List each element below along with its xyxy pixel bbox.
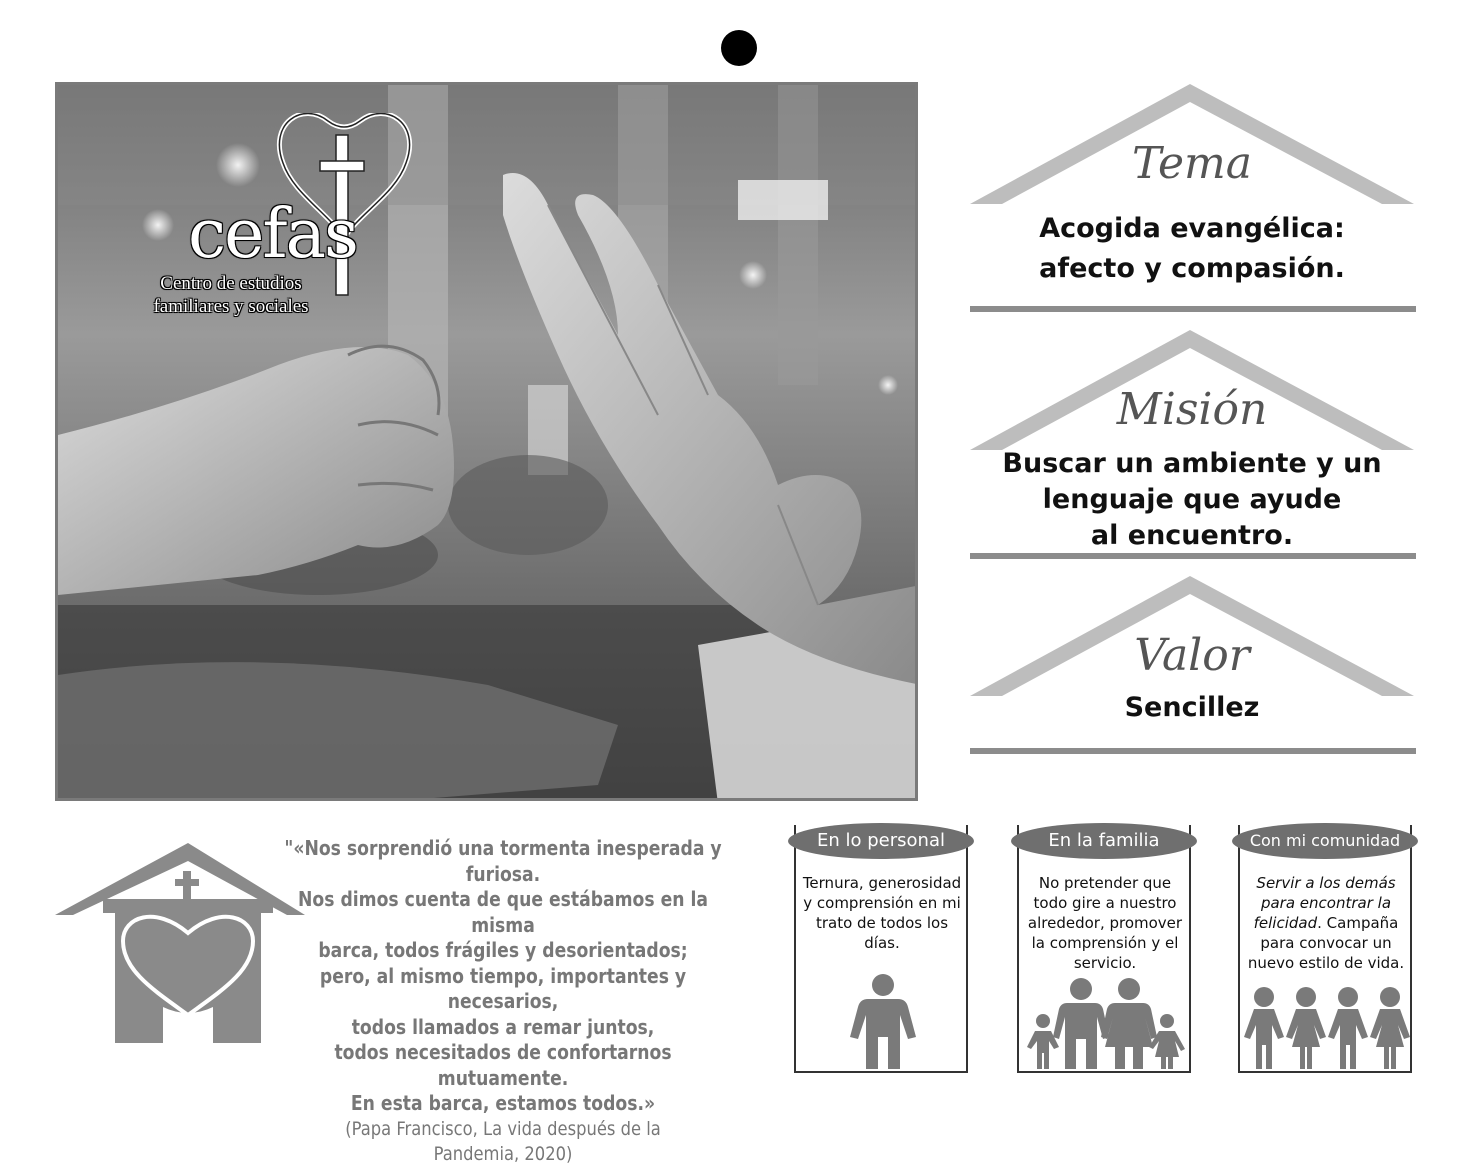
card-text: No pretender que todo gire a nuestro alrededor, promover la comprensión y el servicio. <box>1027 874 1183 972</box>
card-label: En la familia <box>1011 823 1197 859</box>
card-personal <box>794 825 968 1073</box>
card-text <box>1246 873 1406 973</box>
panel-tema <box>968 84 1416 316</box>
quote-line: pero, al mismo tiempo, importantes y necesarios, <box>319 963 687 1013</box>
logo-wordmark: cefas <box>188 195 357 274</box>
panel-body-line: lenguaje que ayude <box>1042 484 1342 515</box>
person-icon <box>796 971 970 1071</box>
panel-title: Misión <box>1116 384 1268 435</box>
panel-valor <box>968 576 1416 760</box>
quote-line: todos necesitados de confortarnos mutuamente. <box>334 1040 672 1090</box>
divider <box>970 553 1416 559</box>
panel-body-line: Sencillez <box>1124 692 1260 723</box>
card-text-italic: Servir a los demás para encontrar la felicidad <box>1253 874 1396 932</box>
panel-body-line: al encuentro. <box>1090 520 1294 551</box>
community-icon <box>1240 985 1414 1071</box>
pope-quote <box>282 836 724 1168</box>
quote-line: barca, todos frágiles y desorientados; <box>318 938 688 962</box>
card-label: En lo personal <box>788 823 974 859</box>
divider <box>970 306 1416 312</box>
family-icon <box>1019 977 1193 1071</box>
quote-source: (Papa Francisco, La vida después de la <box>345 1117 661 1140</box>
panel-mision <box>968 330 1416 562</box>
quote-line: "«Nos sorprendió una tormenta inesperada y furiosa. <box>284 836 722 886</box>
house-heart-icon <box>55 843 305 1043</box>
card-familia <box>1017 825 1191 1073</box>
card-text: Ternura, generosidad y comprensión en mi trato de todos los días. <box>802 874 962 952</box>
quote-line: todos llamados a remar juntos, <box>351 1014 655 1039</box>
panel-title: Valor <box>1134 630 1250 681</box>
divider <box>970 748 1416 754</box>
panel-body-line: afecto y compasión. <box>1039 253 1345 284</box>
card-comunidad <box>1238 825 1412 1073</box>
binder-hole <box>721 30 757 66</box>
card-label: Con mi comunidad <box>1232 823 1418 859</box>
quote-line: En esta barca, estamos todos.» <box>350 1091 656 1115</box>
panel-title: Tema <box>1132 138 1252 189</box>
panel-body-line: Acogida evangélica: <box>1039 213 1345 244</box>
quote-source: Pandemia, 2020) <box>433 1143 573 1165</box>
hands-photo <box>55 82 918 801</box>
quote-line: Nos dimos cuenta de que estábamos en la misma <box>298 887 709 937</box>
cefas-logo <box>88 113 418 323</box>
logo-subtitle-1: Centro de estudios <box>160 273 302 294</box>
logo-subtitle-2: familiares y sociales <box>153 296 309 317</box>
panel-body-line: Buscar un ambiente y un <box>1002 448 1382 479</box>
card-text-rest: . Campaña para convocar un nuevo estilo de vida. <box>1247 914 1405 972</box>
